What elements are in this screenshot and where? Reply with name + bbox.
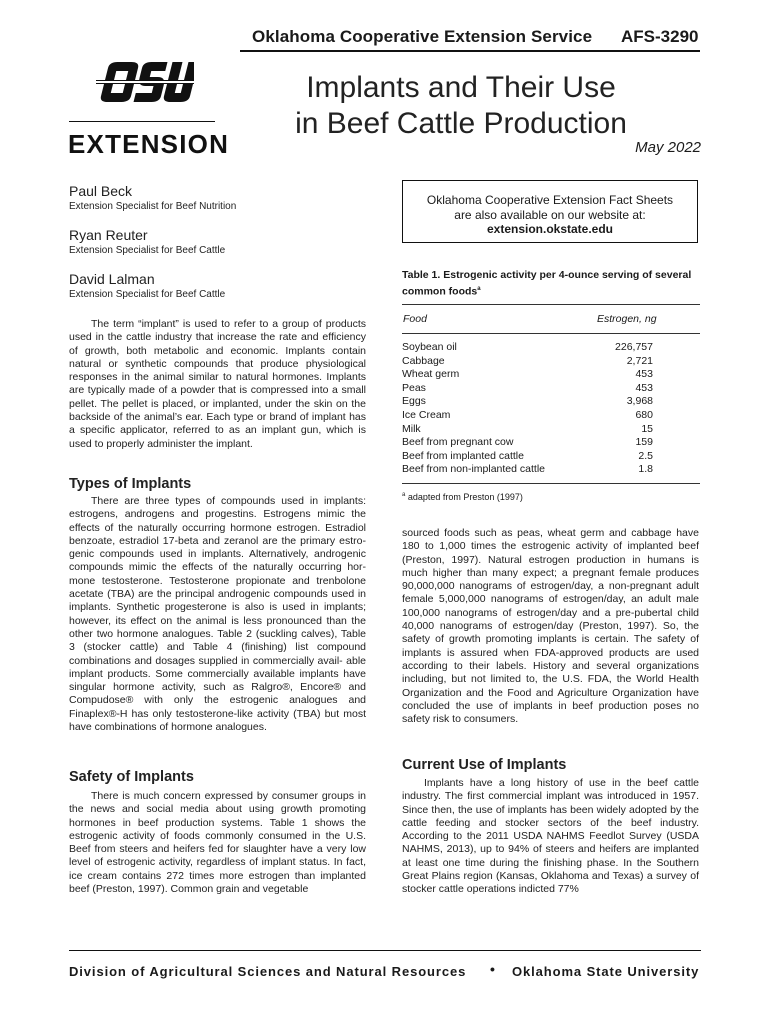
food-cell: Milk bbox=[402, 422, 421, 435]
osu-logo-icon bbox=[96, 60, 194, 106]
table-row bbox=[402, 382, 700, 396]
author-block bbox=[69, 227, 225, 256]
website-info-box bbox=[402, 180, 698, 243]
header-divider bbox=[240, 50, 700, 52]
extension-wordmark: EXTENSION bbox=[68, 129, 230, 159]
table-row bbox=[402, 341, 700, 355]
table-row bbox=[402, 423, 700, 437]
publication-date: May 2022 bbox=[635, 139, 701, 156]
author-role: Extension Specialist for Beef Cattle bbox=[69, 245, 226, 256]
estrogen-cell: 453 bbox=[635, 368, 653, 381]
table-footnote bbox=[402, 492, 523, 502]
types-text: There are three types of compounds used in implants: estrogens, androgens and progestins. Estrogens mimic the effects of the naturally occurring hormone estrogen. Estradiol benzoate, estradiol 17-beta and zeranol are the primary estro- genic compounds used in implants. Alternatively, androgenic compounds mimic the effects of the naturally occurring hor- mone testosterone. Testosterone propionate and trenbolone acetate (TBA) are the principal androgenic compounds used in implants. Synthetic progesterone is also is used in implants; however, its effect on the animal is less pronounced than the other two hormone analogues. Table 2 (suckling calves), Table 3 (stocker cattle) and Table 4 (finishing) list compound combinations and dosages supplied in commercially avail- able implant products. Some commercially available implants have singular hormone activity, such as Ralgro®, Encore® and Compudose® with only the estrogenic analogues and Finaplex®-H has only testosterone-like activity (TBA) but most have combinations of hormone analogues. bbox=[69, 495, 366, 734]
food-cell: Wheat germ bbox=[402, 368, 460, 381]
author-block bbox=[69, 271, 225, 300]
table-row bbox=[402, 368, 700, 382]
intro-text: The term “implant” is used to refer to a group of products used in the cattle industry that increase the rate and efficiency of growth, both metabolic and economic. Implants contain natural or synthetic compounds that produce physiological responses in the animal similar to natural hormones. Implants are typically made of a powder that is compressed into a small pellet. The pellet is placed, or implanted, under the skin on the backside of the animal’s ear. Each type or brand of implant has a specific applicator, referred to as an implant gun, which is used to properly administer the implant. bbox=[69, 318, 366, 450]
author-role: Extension Specialist for Beef Cattle bbox=[69, 289, 226, 300]
food-cell: Soybean oil bbox=[402, 341, 457, 353]
table-title bbox=[402, 268, 700, 299]
title-line-1: Implants and Their Use bbox=[306, 71, 616, 104]
footer-university: Oklahoma State University bbox=[512, 964, 700, 979]
table-row bbox=[402, 463, 700, 477]
table-row bbox=[402, 436, 700, 450]
footnote-text: adapted from Preston (1997) bbox=[407, 492, 523, 502]
safety-heading: Safety of Implants bbox=[69, 769, 194, 785]
table-row bbox=[402, 355, 700, 369]
food-cell: Cabbage bbox=[402, 354, 445, 367]
table-bottom-rule bbox=[402, 483, 700, 484]
website-link[interactable]: extension.okstate.edu bbox=[486, 222, 614, 236]
current-use-paragraph bbox=[402, 777, 699, 897]
food-cell: Beef from non-implanted cattle bbox=[402, 463, 545, 476]
document-title bbox=[276, 70, 646, 142]
safety-paragraph bbox=[69, 790, 366, 896]
food-cell: Ice Cream bbox=[402, 408, 451, 421]
current-use-text: Implants have a long history of use in the beef cattle industry. The first commercial implant was introduced in 1957. Since then, the use of implants has been widely adopted by the cattle feeding and stocker sectors of the beef industry. According to the 2011 USDA NAHMS Feedlot Survey (USDA NAHMS, 2013), up to 94% of steers and heifers are implanted at least one time during the finishing phase. In the Southern Great Plains region (Kansas, Oklahoma and Texas) a survey of stocker cattle operations indicted 77% bbox=[402, 777, 699, 896]
table-row bbox=[402, 395, 700, 409]
table-header-estrogen: Estrogen, ng bbox=[597, 313, 657, 325]
estrogen-cell: 1.8 bbox=[638, 463, 653, 476]
logo-divider bbox=[69, 121, 215, 122]
author-name: Paul Beck bbox=[69, 183, 133, 199]
author-role: Extension Specialist for Beef Nutrition bbox=[69, 201, 237, 212]
table-row bbox=[402, 450, 700, 464]
title-line-2: in Beef Cattle Production bbox=[295, 107, 627, 140]
table-header-food: Food bbox=[403, 313, 427, 325]
estrogen-cell: 2,721 bbox=[626, 354, 653, 367]
author-name: David Lalman bbox=[69, 271, 155, 287]
document-code: AFS-3290 bbox=[621, 27, 699, 46]
estrogen-cell: 226,757 bbox=[615, 341, 653, 353]
estrogen-cell: 3,968 bbox=[626, 395, 653, 408]
types-paragraph bbox=[69, 495, 366, 734]
safety-text: There is much concern expressed by consumer groups in the news and social media about using growth promoting hormones in beef production systems. Table 1 shows the estrogenic activity of foods commonly consumed in the U.S. Beef from steers and heifers fed for slaughter have a very low level of estrogenic activity, regardless of implant status. In fact, ice cream contains 272 times more estrogen than implanted beef (Preston, 1997). Common grain and vegetable bbox=[69, 790, 366, 896]
safety-continued-text: sourced foods such as peas, wheat germ and cabbage have 180 to 1,000 times the estrogenic activity of implanted beef (Preston, 1997). Natural estrogen production in humans is much higher than many expect; a pregnant female produces 90,000,000 nanograms of estrogen/day, a non-pregnant adult female 5,000,000 nanograms of estrogen/day, an adult male 100,000 nanograms of estrogen/day and a pre-pubertal child 40,000 nanograms of estrogen/day (Preston, 1997). So, the safety of growth promoting implants is certain. The safety of implants is assured when FDA-approved products are used according to their labels. History and several organizations including, but not limited to, the U.S. FDA, the World Health Organization and the Food and Agriculture Organization have concluded the use of implants in beef production poses no safety risk to consumers. bbox=[402, 527, 699, 726]
footer-separator: • bbox=[490, 961, 495, 977]
food-cell: Peas bbox=[402, 381, 426, 394]
author-name: Ryan Reuter bbox=[69, 227, 148, 243]
food-cell: Eggs bbox=[402, 395, 426, 408]
table-title-text: Table 1. Estrogenic activity per 4-ounce serving of several common foods bbox=[402, 269, 692, 298]
footer-division: Division of Agricultural Sciences and Natural Resources bbox=[69, 964, 467, 979]
footer-divider bbox=[69, 950, 701, 951]
table-body bbox=[402, 341, 700, 477]
types-heading: Types of Implants bbox=[69, 476, 192, 492]
footnote-mark: a bbox=[402, 492, 406, 498]
estrogen-cell: 680 bbox=[635, 408, 653, 421]
table-top-rule bbox=[402, 304, 700, 305]
infobox-line-1: Oklahoma Cooperative Extension Fact Sheets bbox=[426, 193, 674, 207]
author-block bbox=[69, 183, 236, 212]
agency-name: Oklahoma Cooperative Extension Service bbox=[252, 27, 593, 46]
infobox-line-2: are also available on our website at: bbox=[454, 207, 646, 222]
table-row bbox=[402, 409, 700, 423]
table-header-rule bbox=[402, 333, 700, 334]
estrogen-cell: 453 bbox=[635, 381, 653, 394]
estrogen-cell: 15 bbox=[641, 422, 653, 435]
food-cell: Beef from implanted cattle bbox=[402, 449, 524, 462]
food-cell: Beef from pregnant cow bbox=[402, 436, 514, 449]
safety-continued-paragraph bbox=[402, 527, 699, 726]
current-use-heading: Current Use of Implants bbox=[402, 757, 567, 773]
table-title-footnote-mark: a bbox=[477, 286, 481, 292]
estrogen-cell: 2.5 bbox=[638, 449, 653, 462]
estrogen-cell: 159 bbox=[635, 436, 653, 449]
intro-paragraph bbox=[69, 318, 366, 451]
